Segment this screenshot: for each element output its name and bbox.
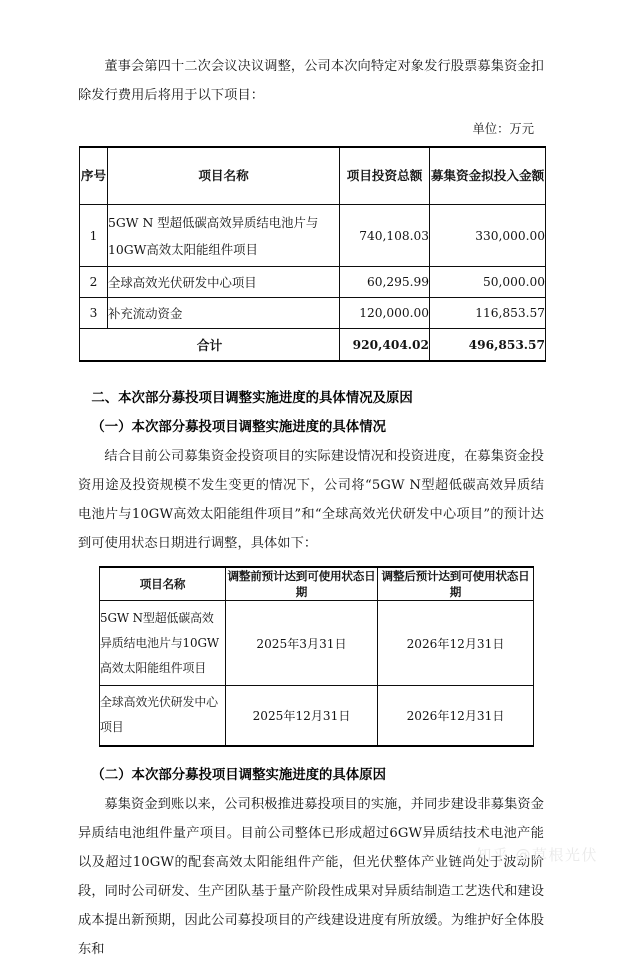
cell-project-name: 全球高效光伏研发中心项目 (108, 267, 340, 298)
intro-paragraph: 董事会第四十二次会议决议调整，公司本次向特定对象发行股票募集资金扣除发行费用后将用于以下项目： (78, 59, 544, 103)
schedule-adjustment-table (99, 566, 534, 747)
column-header-total-investment: 项目投资总额 (340, 147, 430, 205)
subsection-one-paragraph: 结合目前公司募集资金投资项目的实际建设情况和投资进度，在募集资金投资用途及投资规模不发生变更的情况下，公司将“5GW N型超低碳高效异质结电池片与10GW高效太阳能组件项目”和“全球高效光伏研发中心项目”的预计达到可使用状态日期进行调整，具体如下： (78, 449, 544, 551)
spacer (78, 747, 544, 761)
funds-usage-table (79, 146, 546, 362)
cell-project-name: 全球高效光伏研发中心项目 (100, 686, 226, 746)
subsection-heading-two: （二）本次部分募投项目调整实施进度的具体原因 (91, 766, 386, 783)
cell-project-name: 5GW N 型超低碳高效异质结电池片与 10GW高效太阳能组件项目 (108, 205, 340, 267)
cell-no: 2 (80, 267, 108, 298)
cell-total-investment: 120,000.00 (340, 298, 430, 329)
watermark: 知乎 @草根光伏 (476, 846, 598, 864)
column-header-date-before: 调整前预计达到可使用状态日期 (227, 569, 376, 599)
table-row (80, 267, 546, 298)
table-total-row (80, 329, 546, 362)
column-header-no: 序号 (80, 147, 108, 205)
cell-no: 1 (80, 205, 108, 267)
cell-total-raised-allocation: 496,853.57 (430, 329, 546, 362)
column-header-date-after: 调整后预计达到可使用状态日期 (378, 567, 534, 601)
cell-date-after: 2026年12月31日 (378, 601, 534, 686)
cell-total-investment: 60,295.99 (340, 267, 430, 298)
cell-total-investment: 740,108.03 (340, 205, 430, 267)
table-row (80, 298, 546, 329)
column-header-project-name: 项目名称 (108, 147, 340, 205)
cell-project-name: 补充流动资金 (108, 298, 340, 329)
table-row (100, 686, 534, 746)
section-heading-two: 二、本次部分募投项目调整实施进度的具体情况及原因 (91, 390, 413, 406)
cell-date-after: 2026年12月31日 (378, 686, 534, 746)
cell-total-label: 合计 (80, 329, 340, 362)
cell-total-investment: 920,404.02 (340, 329, 430, 362)
unit-note: 单位：万元 (472, 122, 534, 136)
cell-date-before: 2025年3月31日 (226, 601, 378, 686)
table-row (100, 601, 534, 686)
cell-no: 3 (80, 298, 108, 329)
table-header-row (100, 567, 534, 601)
cell-project-name: 5GW N型超低碳高效异质结电池片与10GW高效太阳能组件项目 (100, 601, 226, 686)
table-row (80, 205, 546, 267)
subsection-two-paragraph: 募集资金到账以来，公司积极推进募投项目的实施，并同步建设非募集资金异质结电池组件量产项目。目前公司整体已形成超过6GW异质结技术电池产能以及超过10GW的配套高效太阳能组件产能，但光伏整体产业链尚处于波动阶段，同时公司研发、生产团队基于量产阶段性成果对异质结制造工艺迭代和建设成本提出新预期，因此公司募投项目的产线建设进度有所放缓。为维护好全体股东和 (78, 796, 544, 957)
subsection-heading-one: （一）本次部分募投项目调整实施进度的具体情况 (91, 419, 386, 435)
cell-raised-allocation: 330,000.00 (430, 205, 546, 267)
column-header-raised-allocation: 募集资金拟投入金额 (430, 147, 546, 205)
table-header-row (80, 147, 546, 205)
column-header-project-name: 项目名称 (100, 567, 226, 601)
spacer (78, 362, 544, 384)
cell-raised-allocation: 116,853.57 (430, 298, 546, 329)
cell-raised-allocation: 50,000.00 (430, 267, 546, 298)
cell-date-before: 2025年12月31日 (226, 686, 378, 746)
